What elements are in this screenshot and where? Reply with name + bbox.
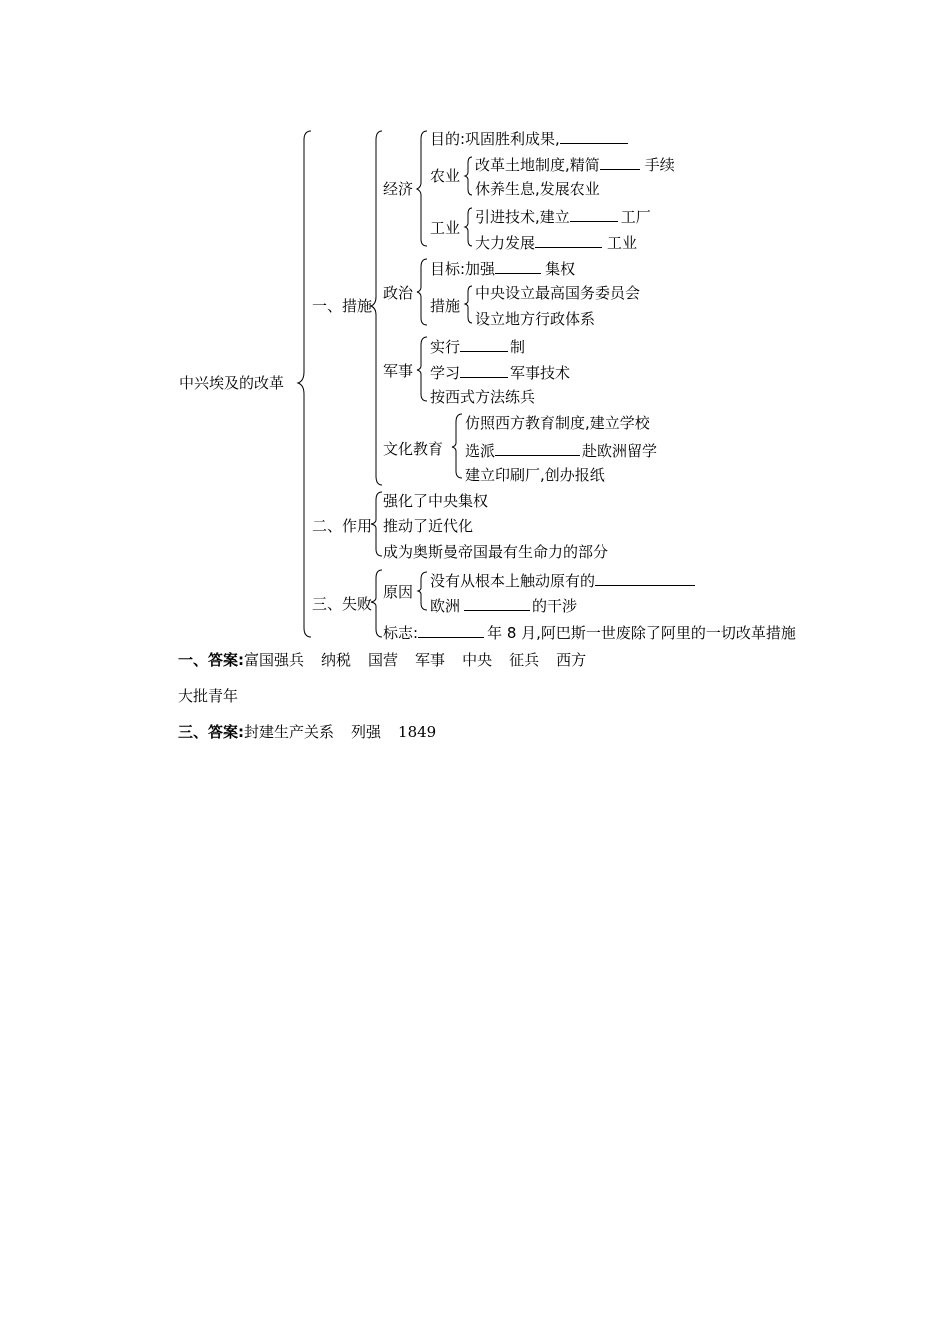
effect-brace [371,492,382,556]
industry-label: 工业 [430,219,461,237]
military-item-2 [430,362,570,382]
education-item-1: 仿照西方教育制度,建立学校 [465,414,650,432]
military-item-3: 按西式方法练兵 [430,388,536,406]
industry-item-1-post: 工厂 [620,208,651,226]
blank-line [570,206,618,222]
military-item-1-post: 制 [510,338,526,356]
section-measures-label: 一、措施 [312,297,373,315]
industry-brace [465,208,472,246]
answer-value: 西方 [556,651,587,669]
measures-brace [371,131,382,485]
answer-section-1 [178,650,603,670]
answer-value: 1849 [398,723,437,741]
military-label: 军事 [383,362,414,380]
politics-goal [430,258,575,278]
root-topic: 中兴埃及的改革 [179,374,285,392]
blank-line [495,440,580,456]
answer-value: 军事 [415,651,446,669]
politics-measures-label: 措施 [430,297,461,315]
blank-line [464,595,530,611]
reason-item-2 [430,595,577,615]
industry-item-2-pre: 大力发展 [475,234,536,252]
politics-goal-pre: 目标:加强 [430,260,496,278]
failure-sign-post: 年 8 月,阿巴斯一世废除了阿里的一切改革措施 [487,624,796,642]
reason-item-2-pre: 欧洲 [430,597,461,615]
answer-value: 封建生产关系 [244,723,335,741]
education-brace [452,414,462,478]
economy-label: 经济 [383,180,414,198]
politics-measure-2: 设立地方行政体系 [475,310,596,328]
reason-item-1-pre: 没有从根本上触动原有的 [430,572,596,590]
politics-brace [417,259,427,325]
agriculture-item-2: 休养生息,发展农业 [475,180,600,198]
knowledge-tree-diagram [0,0,950,660]
root-brace [298,131,311,637]
agriculture-item-1-pre: 改革土地制度,精简 [475,156,600,174]
politics-measure-1: 中央设立最高国务委员会 [475,284,641,302]
effect-item-3: 成为奥斯曼帝国最有生命力的部分 [383,543,609,561]
effect-item-1: 强化了中央集权 [383,492,489,510]
industry-item-2 [475,232,637,252]
agriculture-item-1 [475,154,675,174]
military-item-2-post: 军事技术 [510,364,571,382]
reason-label: 原因 [383,583,414,601]
education-item-3: 建立印刷厂,创办报纸 [465,466,605,484]
blank-line [460,362,508,378]
education-item-2-post: 赴欧洲留学 [582,442,658,460]
military-item-1-pre: 实行 [430,338,461,356]
economy-goal [430,128,628,148]
education-item-2 [465,440,657,460]
blank-line [560,128,628,144]
reason-item-2-post: 的干涉 [532,597,578,615]
blank-line [495,258,541,274]
education-item-2-pre: 选派 [465,442,496,460]
blank-line [418,622,484,638]
effect-item-2: 推动了近代化 [383,517,474,535]
answer-3-label: 三、答案: [178,723,244,741]
failure-sign-pre: 标志: [383,624,419,642]
economy-goal-text: 目的:巩固胜利成果, [430,130,560,148]
reason-item-1 [430,570,695,590]
blank-line [535,232,602,248]
politics-label: 政治 [383,284,414,302]
industry-item-1-pre: 引进技术,建立 [475,208,570,226]
answer-value: 中央 [462,651,493,669]
education-label: 文化教育 [383,440,444,458]
military-item-1 [430,336,525,356]
answer-1-label: 一、答案: [178,651,244,669]
politics-goal-post: 集权 [545,260,576,278]
failure-brace [371,570,382,637]
section-failure-label: 三、失败 [312,595,373,613]
failure-sign [383,622,796,642]
industry-item-1 [475,206,651,226]
answer-value: 纳税 [321,651,352,669]
reason-brace [418,572,427,610]
politics-measures-brace [465,286,472,323]
military-item-2-pre: 学习 [430,364,461,382]
answer-section-3 [178,722,453,742]
answer-value: 列强 [351,723,382,741]
answer-value: 国营 [368,651,399,669]
brace-lines [0,0,950,660]
blank-line [600,154,640,170]
agriculture-item-1-post: 手续 [644,156,675,174]
answer-value: 征兵 [509,651,540,669]
military-brace [417,337,427,401]
blank-line [595,570,695,586]
economy-brace [417,131,427,246]
answer-value: 富国强兵 [244,651,305,669]
answer-section-1-continued: 大批青年 [178,687,239,705]
section-effect-label: 二、作用 [312,517,373,535]
blank-line [460,336,508,352]
agriculture-brace [465,157,472,195]
agriculture-label: 农业 [430,167,461,185]
industry-item-2-post: 工业 [607,234,638,252]
